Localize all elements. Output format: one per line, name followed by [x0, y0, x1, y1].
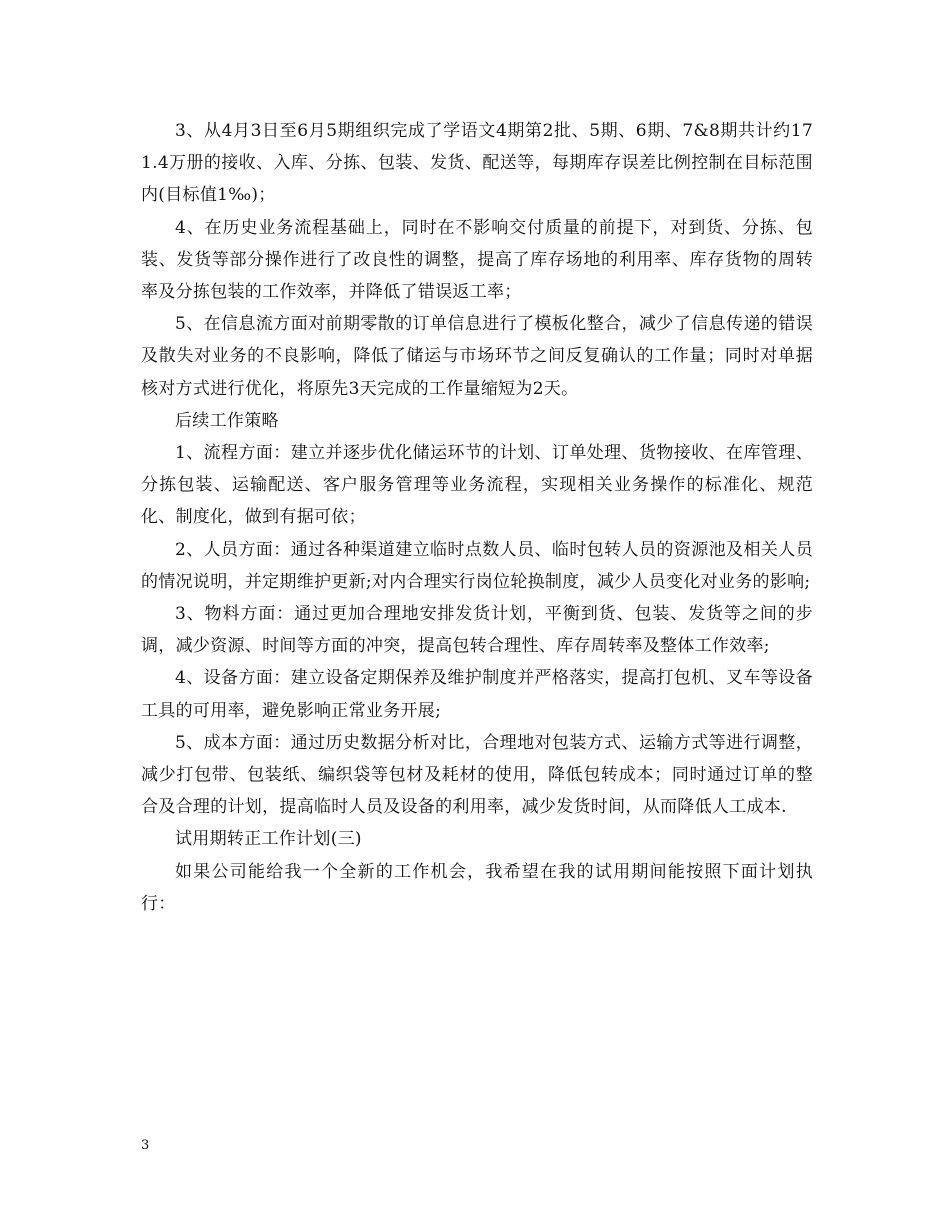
paragraph-probation-intro: 如果公司能给我一个全新的工作机会，我希望在我的试用期间能按照下面计划执行： — [141, 861, 813, 914]
paragraph-strategy-personnel: 2、人员方面：通过各种渠道建立临时点数人员、临时包转人员的资源池及相关人员的情况说明，并定期维护更新;对内合理实行岗位轮换制度，减少人员变化对业务的影响; — [141, 539, 813, 592]
paragraph-strategy-process: 1、流程方面：建立并逐步优化储运环节的计划、订单处理、货物接收、在库管理、分拣包装、运输配送、客户服务管理等业务流程，实现相关业务操作的标准化、规范化、制度化，做到有据可依； — [141, 443, 813, 528]
paragraph-strategy-equipment: 4、设备方面：建立设备定期保养及维护制度并严格落实，提高打包机、叉车等设备工具的可用率，避免影响正常业务开展; — [141, 668, 813, 721]
section-heading-follow-up-strategy: 后续工作策略 — [175, 410, 279, 431]
section-heading-probation-plan: 试用期转正工作计划(三) — [175, 829, 362, 850]
document-body — [141, 115, 813, 920]
paragraph-item-5-information-flow: 5、在信息流方面对前期零散的订单信息进行了模板化整合，减少了信息传递的错误及散失对业务的不良影响，降低了储运与市场环节之间反复确认的工作量；同时对单据核对方式进行优化，将原先3天完成的工作量缩短为2天。 — [141, 314, 813, 399]
paragraph-item-4-process-improvement: 4、在历史业务流程基础上，同时在不影响交付质量的前提下，对到货、分拣、包装、发货等部分操作进行了改良性的调整，提高了库存场地的利用率、库存货物的周转率及分拣包装的工作效率，并降低了错误返工率； — [141, 217, 813, 303]
paragraph-item-3-inventory: 3、从4月3日至6月5期组织完成了学语文4期第2批、5期、6期、7&8期共计约171.4万册的接收、入库、分拣、包装、发货、配送等，每期库存误差比例控制在目标范围内(目标值1‰)； — [141, 121, 813, 206]
page-number: 3 — [141, 1138, 150, 1153]
paragraph-strategy-materials: 3、物料方面：通过更加合理地安排发货计划，平衡到货、包装、发货等之间的步调，减少资源、时间等方面的冲突，提高包转合理性、库存周转率及整体工作效率; — [141, 604, 813, 657]
paragraph-strategy-cost: 5、成本方面：通过历史数据分析对比，合理地对包装方式、运输方式等进行调整，减少打包带、包装纸、编织袋等包材及耗材的使用，降低包转成本；同时通过订单的整合及合理的计划，提高临时人员及设备的利用率，减少发货时间，从而降低人工成本. — [141, 732, 813, 818]
